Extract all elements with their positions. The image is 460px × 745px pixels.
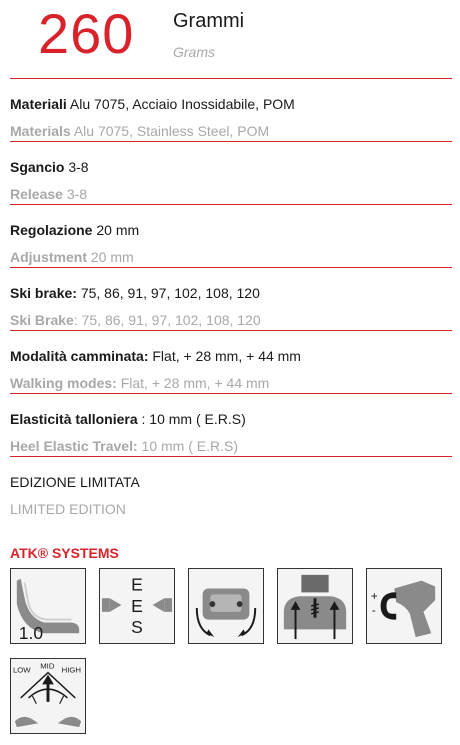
spec-row-italian: [10, 469, 452, 496]
release-gauge-icon: [10, 658, 86, 734]
magnet-icon: [366, 568, 442, 644]
spec-label: Elasticità talloniera: [10, 411, 138, 427]
spec-label: Release: [10, 186, 63, 202]
spec-value: 20 mm: [87, 249, 134, 265]
spec-value: 3-8: [62, 186, 88, 202]
spec-row-italian: [10, 280, 452, 307]
weight-header: [10, 0, 450, 78]
ees-letter-3: S: [131, 617, 143, 638]
spec-label: Regolazione: [10, 222, 93, 238]
spec-heel-elastic-travel: [10, 393, 452, 456]
spec-row-english: [10, 496, 452, 523]
spec-value: 20 mm: [92, 222, 140, 238]
magnet-plus: +: [370, 590, 378, 604]
specs-list: [10, 78, 452, 519]
spec-value: 3-8: [64, 159, 89, 175]
spec-value: Flat, + 28 mm, + 44 mm: [116, 375, 270, 391]
spec-label: Materiali: [10, 96, 67, 112]
spec-label: Heel Elastic Travel:: [10, 438, 138, 454]
gauge-mid-label: MID: [40, 661, 55, 671]
spec-adjustment: [10, 204, 452, 267]
heel-spring-icon: [277, 568, 353, 644]
weight-value: 260: [38, 2, 135, 65]
spec-value: : 75, 86, 91, 97, 102, 108, 120: [73, 312, 261, 328]
spec-value: : 10 mm ( E.R.S): [137, 411, 246, 427]
spec-row-italian: [10, 154, 452, 181]
spec-label: Walking modes:: [10, 375, 117, 391]
spec-value: EDIZIONE LIMITATA: [10, 474, 140, 490]
spec-label: Ski Brake: [10, 312, 74, 328]
toe-piece-icon: [10, 568, 86, 644]
spec-row-italian: [10, 91, 452, 118]
spec-label: Sgancio: [10, 159, 65, 175]
spec-value: Alu 7075, Stainless Steel, POM: [70, 123, 270, 139]
gauge-low-label: LOW: [12, 665, 31, 675]
weight-unit-english: Grams: [173, 44, 215, 60]
spec-walking-modes: [10, 330, 452, 393]
spec-value: Flat, + 28 mm, + 44 mm: [148, 348, 301, 364]
spec-release: [10, 141, 452, 204]
spec-row-italian: [10, 343, 452, 370]
spec-ski-brake: [10, 267, 452, 330]
spec-label: Materials: [10, 123, 71, 139]
magnet-minus: -: [371, 603, 376, 617]
spec-row-italian: [10, 406, 452, 433]
icon-version-label: 1.0: [18, 623, 44, 643]
rotation-heel-icon: [188, 568, 264, 644]
gauge-high-label: HIGH: [61, 665, 82, 675]
ees-letter-2: E: [131, 595, 143, 616]
spec-value: Alu 7075, Acciaio Inossidabile, POM: [66, 96, 295, 112]
spec-label: Modalità camminata:: [10, 348, 149, 364]
weight-unit-italian: Grammi: [173, 10, 245, 32]
ees-letter-1: E: [131, 574, 143, 595]
atk-systems-title: ATK® SYSTEMS: [10, 545, 119, 561]
spec-limited-edition: [10, 456, 452, 519]
spec-row-italian: [10, 217, 452, 244]
ees-system-icon: [99, 568, 175, 644]
spec-label: Adjustment: [10, 249, 87, 265]
spec-materials: [10, 78, 452, 141]
spec-value: LIMITED EDITION: [10, 501, 126, 517]
spec-label: Ski brake:: [10, 285, 77, 301]
spec-value: 10 mm ( E.R.S): [137, 438, 238, 454]
spec-value: 75, 86, 91, 97, 102, 108, 120: [76, 285, 260, 301]
